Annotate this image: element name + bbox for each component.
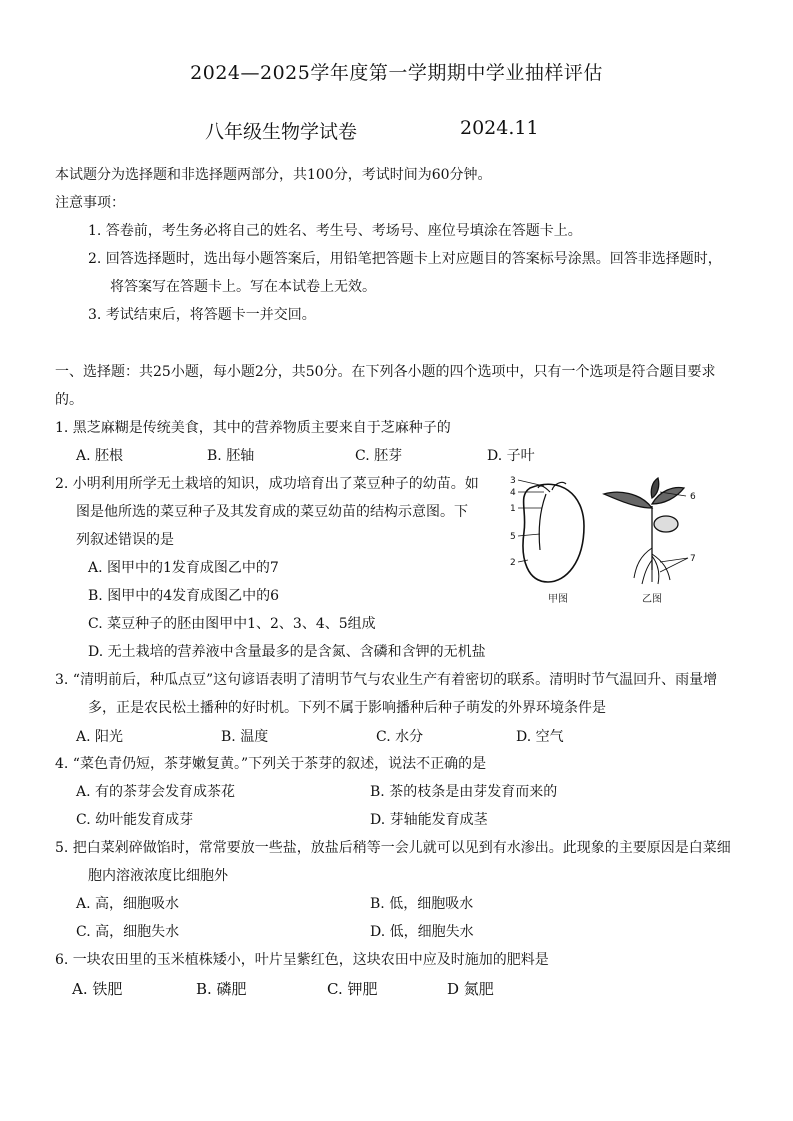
note-item: 1. 答卷前，考生务必将自己的姓名、考生号、考场号、座位号填涂在答题卡上。 [88, 223, 582, 239]
exam-date: 2024.11 [460, 117, 539, 139]
option-a: A. 高，细胞吸水 [76, 896, 180, 912]
option-d: D. 子叶 [487, 448, 535, 464]
note-item: 将答案写在答题卡上。写在本试卷上无效。 [110, 279, 376, 295]
option-c: C. 钾肥 [327, 980, 378, 998]
label-2: 2 [510, 558, 516, 568]
label-3: 3 [510, 476, 516, 486]
option-a: A. 阳光 [76, 729, 124, 745]
option-a: A. 胚根 [76, 448, 124, 464]
seed-seedling-figure [500, 470, 710, 610]
notes-heading: 注意事项： [55, 195, 125, 211]
option-a: A. 有的茶芽会发育成茶花 [76, 784, 236, 800]
option-b: B. 温度 [221, 729, 269, 745]
option-b: B. 磷肥 [196, 980, 247, 998]
label-6: 6 [690, 492, 696, 502]
option-d: D. 空气 [516, 729, 564, 745]
question-stem-cont: 多，正是农民松土播种的好时机。下列不属于影响播种后种子萌发的外界环境条件是 [88, 700, 606, 716]
label-4: 4 [510, 488, 516, 498]
caption-jia: 甲图 [548, 594, 568, 605]
section-heading: 一、选择题：共25小题，每小题2分，共50分。在下列各小题的四个选项中，只有一个选项是符合题目要求 [55, 364, 716, 380]
question-stem-cont: 胞内溶液浓度比细胞外 [88, 868, 228, 884]
note-item: 3. 考试结束后，将答题卡一并交回。 [88, 307, 316, 323]
label-7: 7 [690, 554, 696, 564]
option-b: B. 低，细胞吸水 [370, 896, 474, 912]
question-stem-cont: 列叙述错误的是 [76, 532, 174, 548]
option-a: A. 图甲中的1发育成图乙中的7 [88, 560, 279, 576]
caption-yi: 乙图 [642, 594, 662, 605]
bean-seedling-diagram [604, 478, 688, 584]
option-c: C. 水分 [376, 729, 424, 745]
question-stem: 6. 一块农田里的玉米植株矮小，叶片呈紫红色，这块农田中应及时施加的肥料是 [55, 952, 549, 968]
question-stem: 2. 小明利用所学无土栽培的知识，成功培育出了菜豆种子的幼苗。如 [55, 476, 479, 492]
option-c: C. 幼叶能发育成芽 [76, 812, 194, 828]
option-c: C. 菜豆种子的胚由图甲中1、2、3、4、5组成 [88, 616, 376, 632]
question-stem: 5. 把白菜剁碎做馅时，常常要放一些盐，放盐后稍等一会儿就可以见到有水渗出。此现象的主要原因是白菜细 [55, 840, 731, 856]
option-b: B. 茶的枝条是由芽发育而来的 [370, 784, 558, 800]
option-c: C. 高，细胞失水 [76, 924, 180, 940]
figure-drawing [500, 470, 710, 610]
option-c: C. 胚芽 [355, 448, 403, 464]
question-stem: 3. “清明前后，种瓜点豆”这句谚语表明了清明节气与农业生产有着密切的联系。清明时节气温回升、雨量增 [55, 672, 718, 688]
question-stem-cont: 图是他所选的菜豆种子及其发育成的菜豆幼苗的结构示意图。下 [76, 504, 468, 520]
exam-subtitle: 八年级生物学试卷 [205, 121, 358, 143]
bean-seed-diagram [518, 480, 584, 582]
section-heading-cont: 的。 [55, 392, 83, 408]
option-b: B. 图甲中的4发育成图乙中的6 [88, 588, 280, 604]
option-a: A. 铁肥 [72, 980, 123, 998]
question-stem: 4. “菜色青仍短，茶芽嫩复黄。”下列关于茶芽的叙述，说法不正确的是 [55, 756, 487, 772]
label-5: 5 [510, 532, 516, 542]
intro-text: 本试题分为选择题和非选择题两部分，共100分，考试时间为60分钟。 [55, 167, 492, 183]
question-stem: 1. 黑芝麻糊是传统美食，其中的营养物质主要来自于芝麻种子的 [55, 420, 451, 436]
option-d: D. 无土栽培的营养液中含量最多的是含氮、含磷和含钾的无机盐 [88, 644, 486, 660]
option-d: D. 低，细胞失水 [370, 924, 474, 940]
option-d: D 氮肥 [447, 980, 494, 998]
label-1: 1 [510, 504, 516, 514]
note-item: 2. 回答选择题时，选出每小题答案后，用铅笔把答题卡上对应题目的答案标号涂黑。回答非选择题时， [88, 251, 722, 267]
option-b: B. 胚轴 [207, 448, 255, 464]
option-d: D. 芽轴能发育成茎 [370, 812, 488, 828]
exam-title: 2024—2025学年度第一学期期中学业抽样评估 [190, 62, 603, 84]
